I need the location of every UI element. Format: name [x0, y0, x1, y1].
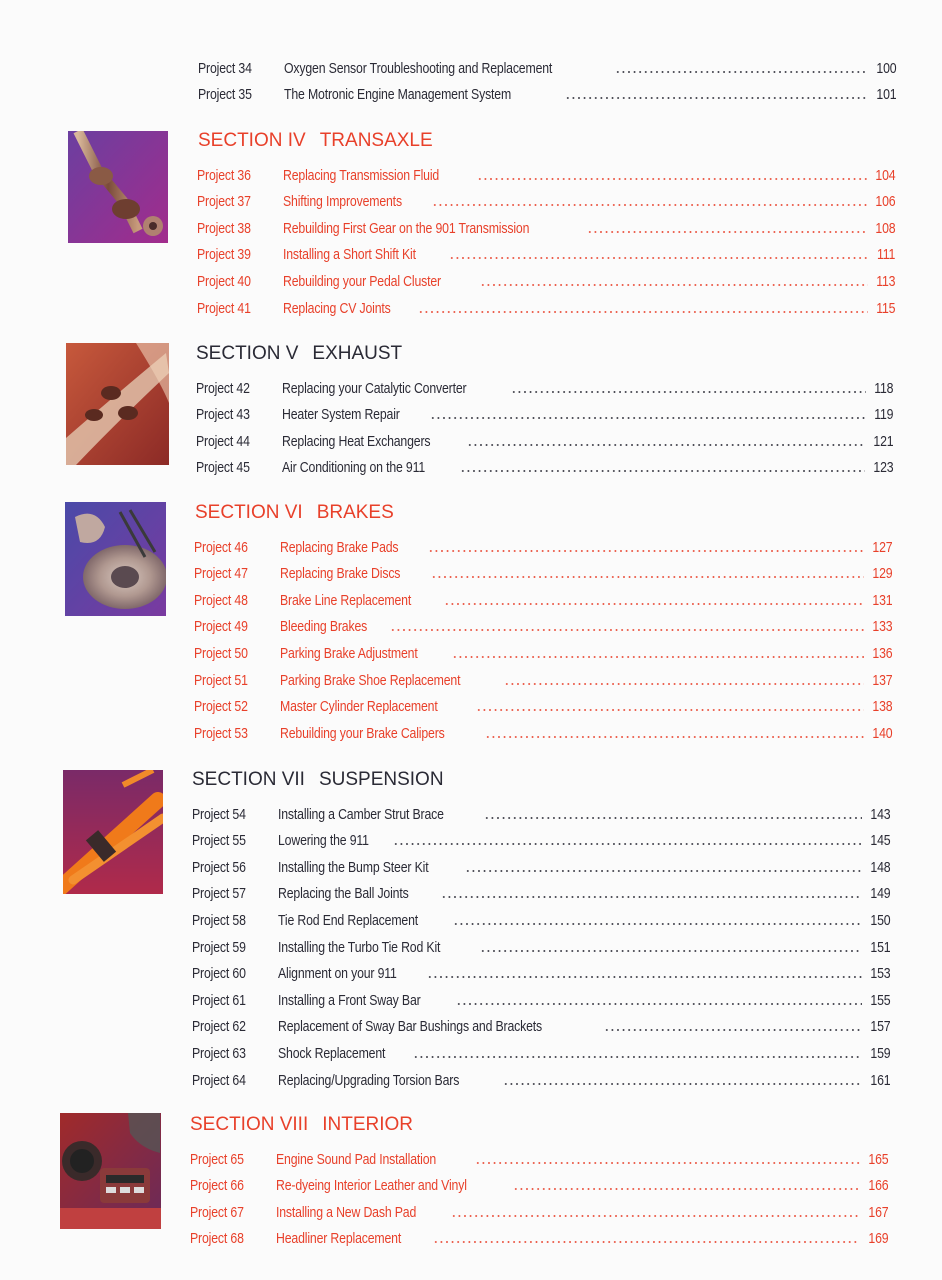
shock-absorber-photo: [63, 770, 163, 894]
page-number: 149: [869, 885, 890, 903]
section-label: SECTION VIII: [190, 1114, 309, 1135]
driveshaft-photo: [68, 131, 168, 243]
project-title: Bleeding Brakes: [280, 618, 368, 636]
project-number: Project 52: [194, 698, 248, 716]
project-title: Rebuilding your Pedal Cluster: [283, 272, 441, 290]
toc-entry[interactable]: [190, 1168, 888, 1195]
dot-leader: [449, 257, 869, 259]
project-title: Tie Rod End Replacement: [278, 911, 419, 929]
dot-leader: [432, 204, 867, 206]
dot-leader: [453, 923, 862, 925]
dot-leader: [475, 1162, 859, 1164]
dot-leader: [467, 444, 865, 446]
page-number: 165: [867, 1150, 888, 1168]
project-title: Headliner Replacement: [276, 1230, 402, 1248]
toc-entry[interactable]: [194, 689, 892, 716]
project-title: Replacing Brake Pads: [280, 538, 399, 556]
project-title: Installing the Turbo Tie Rod Kit: [278, 938, 441, 956]
dot-leader: [604, 1029, 862, 1031]
page-number: 143: [869, 805, 890, 823]
project-title: Parking Brake Adjustment: [280, 644, 418, 662]
page-number: 101: [875, 86, 896, 104]
section-name: INTERIOR: [322, 1114, 414, 1135]
page-number: 159: [869, 1044, 890, 1062]
section-heading-brakes: [195, 502, 394, 524]
project-number: Project 65: [190, 1150, 244, 1168]
project-number: Project 59: [192, 938, 246, 956]
dot-leader: [390, 629, 863, 631]
toc-entry[interactable]: [190, 1221, 888, 1248]
project-title: Installing a Front Sway Bar: [278, 991, 421, 1009]
page-number: 166: [867, 1177, 888, 1195]
project-title: Air Conditioning on the 911: [282, 459, 426, 477]
section-name: BRAKES: [316, 502, 394, 523]
project-number: Project 34: [198, 59, 252, 77]
project-title: Shock Replacement: [278, 1044, 386, 1062]
page-number: 129: [871, 565, 892, 583]
page-number: 153: [869, 965, 890, 983]
dot-leader: [513, 1188, 860, 1190]
project-title: Replacing Heat Exchangers: [282, 432, 431, 450]
project-title: Brake Line Replacement: [280, 591, 412, 609]
project-number: Project 54: [192, 805, 246, 823]
entries-suspension: [192, 796, 890, 1089]
project-number: Project 50: [194, 644, 248, 662]
toc-entry[interactable]: [197, 157, 895, 184]
dot-leader: [476, 709, 863, 711]
section-heading-interior: [190, 1114, 413, 1136]
project-number: Project 49: [194, 618, 248, 636]
project-number: Project 61: [192, 991, 246, 1009]
page-number: 118: [873, 379, 893, 397]
entries-exhaust: [196, 370, 893, 476]
project-title: The Motronic Engine Management System: [284, 86, 512, 104]
project-number: Project 45: [196, 459, 250, 477]
toc-entry[interactable]: [194, 582, 892, 609]
toc-entry[interactable]: [192, 929, 890, 956]
section-label: SECTION IV: [198, 130, 306, 151]
dot-leader: [565, 97, 868, 99]
toc-entry[interactable]: [192, 982, 890, 1009]
project-number: Project 48: [194, 591, 248, 609]
dot-leader: [485, 736, 864, 738]
toc-entry[interactable]: [198, 50, 896, 77]
project-number: Project 38: [197, 219, 251, 237]
project-number: Project 40: [197, 272, 251, 290]
project-title: Replacing your Catalytic Converter: [282, 379, 467, 397]
page-number: 121: [872, 432, 893, 450]
dot-leader: [431, 576, 864, 578]
toc-entry[interactable]: [196, 423, 893, 450]
project-title: Alignment on your 911: [278, 965, 397, 983]
entries-pre: [198, 50, 896, 103]
page-number: 140: [871, 724, 892, 742]
dot-leader: [418, 311, 867, 313]
toc-entry[interactable]: [197, 263, 895, 290]
project-title: Rebuilding First Gear on the 901 Transmission: [283, 219, 530, 237]
page-number: 169: [867, 1230, 888, 1248]
toc-entry[interactable]: [192, 1035, 890, 1062]
project-title: Installing the Bump Steer Kit: [278, 858, 429, 876]
page-number: 161: [869, 1071, 890, 1089]
dot-leader: [511, 391, 866, 393]
toc-entry[interactable]: [196, 450, 893, 477]
page-number: 136: [871, 644, 892, 662]
toc-entry[interactable]: [194, 715, 892, 742]
dot-leader: [428, 550, 863, 552]
toc-entry[interactable]: [196, 397, 893, 424]
toc-entry[interactable]: [190, 1141, 888, 1168]
toc-entry[interactable]: [198, 77, 896, 104]
dot-leader: [433, 1241, 860, 1243]
page-number: 138: [871, 698, 892, 716]
project-title: Installing a New Dash Pad: [276, 1203, 417, 1221]
toc-entry[interactable]: [194, 556, 892, 583]
project-number: Project 67: [190, 1203, 244, 1221]
project-number: Project 47: [194, 565, 248, 583]
toc-entry[interactable]: [190, 1194, 888, 1221]
page-number: 145: [869, 832, 890, 850]
project-number: Project 39: [197, 246, 251, 264]
section-label: SECTION VII: [192, 769, 305, 790]
toc-entry[interactable]: [192, 823, 890, 850]
page-number: 115: [875, 299, 895, 317]
dot-leader: [451, 1215, 860, 1217]
dot-leader: [427, 976, 862, 978]
project-title: Shifting Improvements: [283, 193, 402, 211]
dot-leader: [615, 71, 868, 73]
project-number: Project 58: [192, 911, 246, 929]
toc-entry[interactable]: [192, 902, 890, 929]
project-number: Project 36: [197, 166, 251, 184]
section-name: SUSPENSION: [318, 769, 444, 790]
page-number: 155: [869, 991, 890, 1009]
page-number: 111: [876, 246, 895, 264]
brake-disc-photo: [65, 502, 166, 616]
toc-entry[interactable]: [192, 1062, 890, 1089]
project-number: Project 60: [192, 965, 246, 983]
project-number: Project 68: [190, 1230, 244, 1248]
project-title: Replacing CV Joints: [283, 299, 391, 317]
page-number: 104: [874, 166, 895, 184]
project-number: Project 57: [192, 885, 246, 903]
page-number: 167: [867, 1203, 888, 1221]
project-number: Project 42: [196, 379, 250, 397]
toc-entry[interactable]: [194, 609, 892, 636]
section-label: SECTION V: [196, 343, 299, 364]
page-number: 150: [869, 911, 890, 929]
toc-entry[interactable]: [192, 956, 890, 983]
project-number: Project 64: [192, 1071, 246, 1089]
page-number: 106: [874, 193, 895, 211]
dot-leader: [441, 896, 861, 898]
project-title: Re-dyeing Interior Leather and Vinyl: [276, 1177, 467, 1195]
dot-leader: [460, 470, 864, 472]
page-number: 100: [875, 59, 896, 77]
toc-entry[interactable]: [194, 635, 892, 662]
page-number: 148: [869, 858, 890, 876]
project-number: Project 53: [194, 724, 248, 742]
project-number: Project 44: [196, 432, 250, 450]
toc-entry[interactable]: [194, 529, 892, 556]
dot-leader: [484, 817, 861, 819]
project-title: Lowering the 911: [278, 832, 369, 850]
dot-leader: [480, 284, 868, 286]
section-label: SECTION VI: [195, 502, 303, 523]
entries-transaxle: [197, 157, 895, 317]
project-number: Project 41: [197, 299, 251, 317]
page-number: 123: [872, 459, 893, 477]
dot-leader: [393, 843, 862, 845]
project-number: Project 63: [192, 1044, 246, 1062]
page-number: 119: [873, 406, 893, 424]
toc-entry[interactable]: [192, 796, 890, 823]
dot-leader: [587, 231, 866, 233]
toc-entry[interactable]: [192, 1009, 890, 1036]
toc-entry[interactable]: [197, 290, 895, 317]
dot-leader: [477, 178, 866, 180]
page-number: 157: [869, 1018, 890, 1036]
project-number: Project 66: [190, 1177, 244, 1195]
project-number: Project 46: [194, 538, 248, 556]
section-heading-suspension: [192, 769, 444, 791]
toc-entry[interactable]: [197, 210, 895, 237]
project-title: Master Cylinder Replacement: [280, 698, 438, 716]
section-name: TRANSAXLE: [319, 130, 433, 151]
dot-leader: [456, 1003, 862, 1005]
dot-leader: [413, 1056, 862, 1058]
page-number: 131: [871, 591, 892, 609]
project-number: Project 51: [194, 671, 248, 689]
dot-leader: [503, 1083, 862, 1085]
project-title: Replacing Brake Discs: [280, 565, 401, 583]
project-title: Replacing the Ball Joints: [278, 885, 409, 903]
entries-interior: [190, 1141, 888, 1247]
project-title: Installing a Camber Strut Brace: [278, 805, 444, 823]
toc-entry[interactable]: [196, 370, 893, 397]
entries-brakes: [194, 529, 892, 742]
page-number: 133: [871, 618, 892, 636]
toc-entry[interactable]: [194, 662, 892, 689]
toc-entry[interactable]: [197, 184, 895, 211]
toc-entry[interactable]: [192, 876, 890, 903]
project-title: Engine Sound Pad Installation: [276, 1150, 437, 1168]
project-number: Project 55: [192, 832, 246, 850]
project-number: Project 37: [197, 193, 251, 211]
section-heading-transaxle: [198, 130, 433, 152]
dot-leader: [504, 683, 864, 685]
project-title: Oxygen Sensor Troubleshooting and Replacement: [284, 59, 553, 77]
toc-entry[interactable]: [197, 237, 895, 264]
page-number: 151: [869, 938, 890, 956]
page-number: 127: [871, 538, 892, 556]
project-title: Installing a Short Shift Kit: [283, 246, 416, 264]
project-number: Project 43: [196, 406, 250, 424]
exhaust-manifold-photo: [66, 343, 169, 465]
project-title: Rebuilding your Brake Calipers: [280, 724, 445, 742]
dot-leader: [444, 603, 864, 605]
dot-leader: [452, 656, 864, 658]
speaker-interior-photo: [60, 1113, 161, 1229]
section-name: EXHAUST: [312, 343, 403, 364]
dot-leader: [480, 950, 862, 952]
project-number: Project 62: [192, 1018, 246, 1036]
project-title: Replacing Transmission Fluid: [283, 166, 440, 184]
project-number: Project 35: [198, 86, 252, 104]
section-heading-exhaust: [196, 343, 402, 365]
page-number: 113: [875, 272, 895, 290]
page-number: 137: [871, 671, 892, 689]
project-title: Replacing/Upgrading Torsion Bars: [278, 1071, 460, 1089]
project-title: Heater System Repair: [282, 406, 400, 424]
toc-entry[interactable]: [192, 849, 890, 876]
project-number: Project 56: [192, 858, 246, 876]
dot-leader: [430, 417, 866, 419]
page-number: 108: [874, 219, 895, 237]
project-title: Parking Brake Shoe Replacement: [280, 671, 461, 689]
project-title: Replacement of Sway Bar Bushings and Brackets: [278, 1018, 543, 1036]
dot-leader: [465, 870, 861, 872]
